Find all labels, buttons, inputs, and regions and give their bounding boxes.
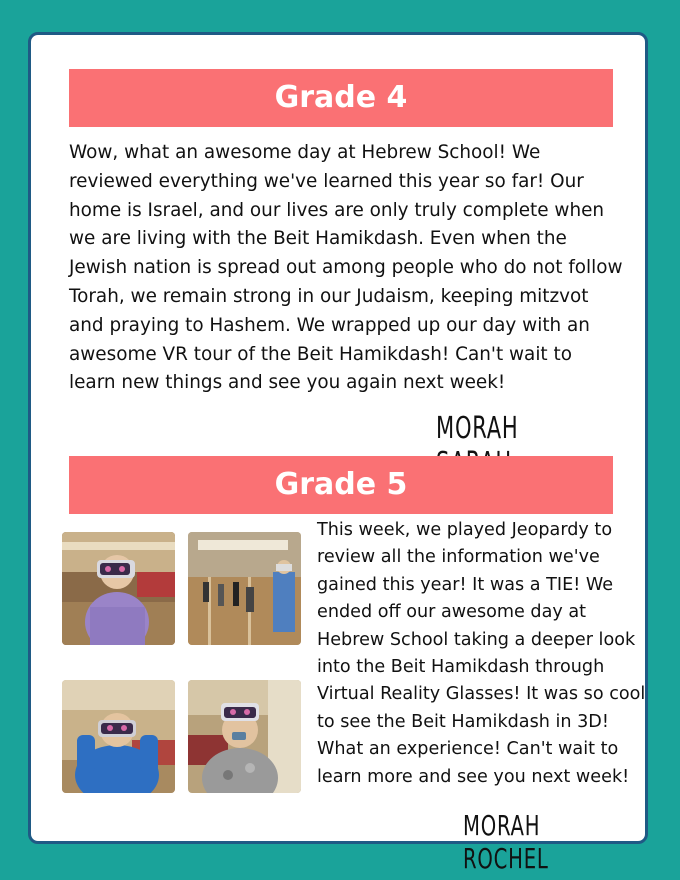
photo-student-vr-3 bbox=[188, 680, 301, 793]
newsletter-card bbox=[28, 32, 648, 875]
photo-hall-group bbox=[188, 532, 301, 645]
grade5-signature: MORAH ROCHEL bbox=[463, 809, 549, 875]
photo-student-vr-1 bbox=[62, 532, 175, 645]
grade4-heading: Grade 4 bbox=[69, 69, 613, 127]
grade4-signature: MORAH bbox=[436, 411, 519, 446]
photo-student-vr-2 bbox=[62, 680, 175, 793]
grade5-heading: Grade 5 bbox=[69, 456, 613, 514]
grade4-text: Wow, what an awesome day at Hebrew School! We reviewed everything we've learned this year so far! Our home is Israel, and our lives are only truly complete when we are living with the Beit Hamikdash. Even when the Jewish nation is spread out among people who do not follow Torah, we remain strong in our Judaism, keeping mitzvot and praying to Hashem. We wrapped up our day with an awesome VR tour of the Beit Hamikdash! Can't wait to learn new things and see you again next week! bbox=[69, 142, 623, 394]
grade5-text: This week, we played Jeopardy to review all the information we've gained this year! It was a TIE! We ended off our awesome day at Hebrew School taking a deeper look into the Beit Hamikdash through Virtual Reality Glasses! It was so cool to see the Beit Hamikdash in 3D! What an experience! Can't wait to learn more and see you next week! bbox=[317, 520, 646, 787]
